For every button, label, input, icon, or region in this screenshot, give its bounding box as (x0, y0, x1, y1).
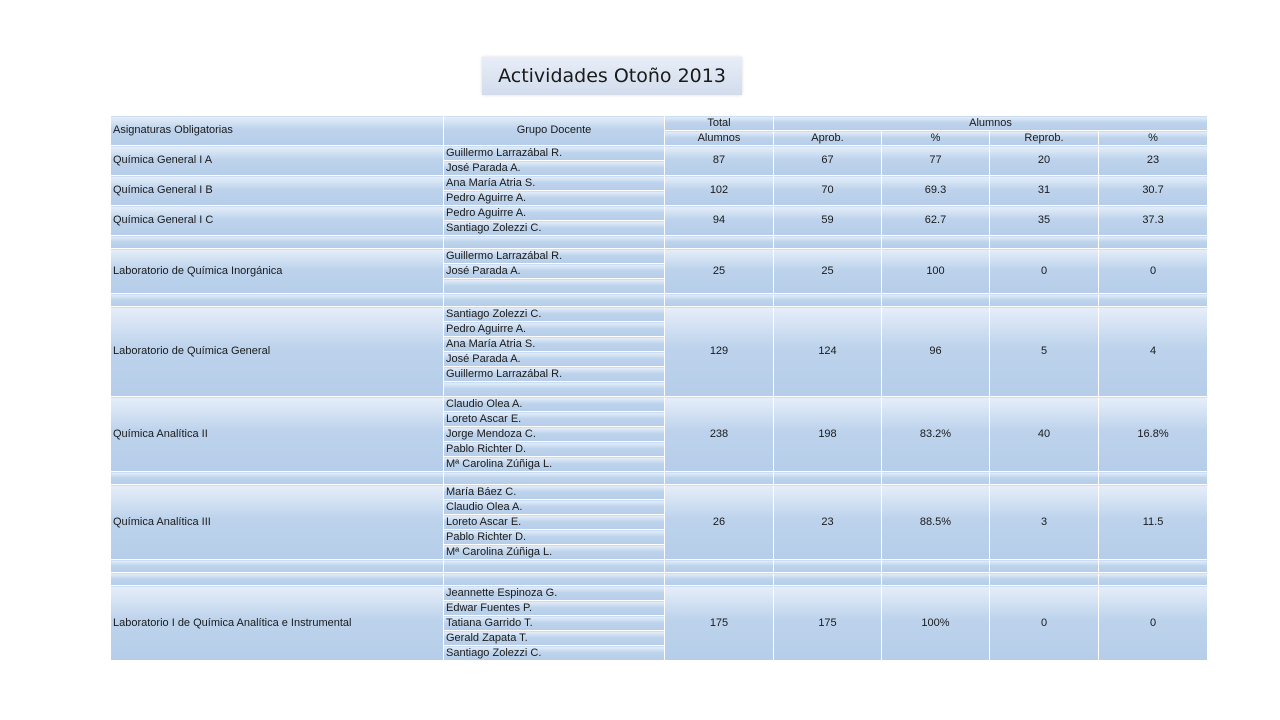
teacher-name: José Parada A. (444, 264, 665, 279)
teacher-name: Tatiana Garrido T. (444, 616, 665, 631)
table-row (111, 485, 1208, 500)
teacher-name: Pedro Aguirre A. (444, 191, 665, 206)
pct-reprobados: 16.8% (1099, 397, 1208, 472)
table-row (111, 206, 1208, 221)
table-row (111, 249, 1208, 264)
teacher-name (444, 279, 665, 294)
total-alumnos: 25 (665, 249, 774, 294)
empty-cell (882, 236, 990, 249)
pct-aprobados: 88.5% (882, 485, 990, 560)
empty-cell (111, 573, 444, 586)
reprobados: 3 (990, 485, 1099, 560)
course-name: Química Analítica III (111, 485, 444, 560)
aprobados: 70 (774, 176, 882, 206)
header-row (111, 116, 1208, 131)
courses-table (110, 115, 1208, 661)
empty-cell (882, 294, 990, 307)
empty-cell (774, 236, 882, 249)
empty-cell (665, 560, 774, 573)
total-alumnos: 87 (665, 146, 774, 176)
teacher-name: Guillermo Larrazábal R. (444, 367, 665, 382)
empty-cell (1099, 236, 1208, 249)
empty-cell (444, 560, 665, 573)
course-name: Laboratorio de Química General (111, 307, 444, 397)
pct-aprobados: 77 (882, 146, 990, 176)
empty-cell (444, 573, 665, 586)
teacher-name (444, 382, 665, 397)
table-row (111, 176, 1208, 191)
teacher-name: Jeannette Espinoza G. (444, 586, 665, 601)
aprobados: 175 (774, 586, 882, 661)
total-alumnos: 26 (665, 485, 774, 560)
empty-cell (111, 236, 444, 249)
empty-cell (444, 294, 665, 307)
spacer-row (111, 294, 1208, 307)
teacher-name: Ana María Atria S. (444, 176, 665, 191)
header-alumnos-group: Alumnos (774, 116, 1208, 131)
course-name: Laboratorio de Química Inorgánica (111, 249, 444, 294)
aprobados: 25 (774, 249, 882, 294)
empty-cell (111, 560, 444, 573)
reprobados: 5 (990, 307, 1099, 397)
header-asignaturas: Asignaturas Obligatorias (111, 116, 444, 146)
teacher-name: Loreto Ascar E. (444, 515, 665, 530)
teacher-name: Jorge Mendoza C. (444, 427, 665, 442)
empty-cell (444, 236, 665, 249)
teacher-name: Loreto Ascar E. (444, 412, 665, 427)
teacher-name: Mª Carolina Zúñiga L. (444, 545, 665, 560)
table-row (111, 397, 1208, 412)
teacher-name: Pablo Richter D. (444, 530, 665, 545)
table-row (111, 586, 1208, 601)
course-name: Química General I C (111, 206, 444, 236)
aprobados: 198 (774, 397, 882, 472)
empty-cell (665, 573, 774, 586)
course-name: Laboratorio I de Química Analítica e Instrumental (111, 586, 444, 661)
pct-aprobados: 69.3 (882, 176, 990, 206)
teacher-name: Santiago Zolezzi C. (444, 307, 665, 322)
teacher-name: Pedro Aguirre A. (444, 206, 665, 221)
empty-cell (882, 573, 990, 586)
table-row (111, 146, 1208, 161)
header-pct-aprob: % (882, 131, 990, 146)
pct-reprobados: 0 (1099, 586, 1208, 661)
pct-reprobados: 4 (1099, 307, 1208, 397)
page-title: Actividades Otoño 2013 (482, 57, 742, 95)
teacher-name: Claudio Olea A. (444, 397, 665, 412)
reprobados: 40 (990, 397, 1099, 472)
spacer-row (111, 560, 1208, 573)
teacher-name: José Parada A. (444, 161, 665, 176)
course-name: Química General I A (111, 146, 444, 176)
header-aprob: Aprob. (774, 131, 882, 146)
teacher-name: Gerald Zapata T. (444, 631, 665, 646)
reprobados: 31 (990, 176, 1099, 206)
header-total: Total (665, 116, 774, 131)
pct-reprobados: 11.5 (1099, 485, 1208, 560)
aprobados: 124 (774, 307, 882, 397)
pct-reprobados: 37.3 (1099, 206, 1208, 236)
empty-cell (444, 472, 665, 485)
empty-cell (774, 560, 882, 573)
reprobados: 20 (990, 146, 1099, 176)
teacher-name: Santiago Zolezzi C. (444, 221, 665, 236)
aprobados: 23 (774, 485, 882, 560)
pct-aprobados: 62.7 (882, 206, 990, 236)
teacher-name: María Báez C. (444, 485, 665, 500)
pct-aprobados: 83.2% (882, 397, 990, 472)
teacher-name: José Parada A. (444, 352, 665, 367)
header-alumnos: Alumnos (665, 131, 774, 146)
empty-cell (990, 472, 1099, 485)
empty-cell (990, 294, 1099, 307)
pct-reprobados: 0 (1099, 249, 1208, 294)
pct-reprobados: 23 (1099, 146, 1208, 176)
empty-cell (665, 294, 774, 307)
teacher-name: Claudio Olea A. (444, 500, 665, 515)
total-alumnos: 175 (665, 586, 774, 661)
pct-aprobados: 96 (882, 307, 990, 397)
empty-cell (990, 573, 1099, 586)
empty-cell (111, 294, 444, 307)
empty-cell (111, 472, 444, 485)
empty-cell (665, 472, 774, 485)
spacer-row (111, 236, 1208, 249)
header-pct-reprob: % (1099, 131, 1208, 146)
empty-cell (665, 236, 774, 249)
pct-aprobados: 100 (882, 249, 990, 294)
aprobados: 67 (774, 146, 882, 176)
aprobados: 59 (774, 206, 882, 236)
total-alumnos: 102 (665, 176, 774, 206)
empty-cell (1099, 294, 1208, 307)
empty-cell (774, 472, 882, 485)
empty-cell (990, 236, 1099, 249)
empty-cell (774, 573, 882, 586)
spacer-row (111, 573, 1208, 586)
header-grupo-docente: Grupo Docente (444, 116, 665, 146)
course-name: Química General I B (111, 176, 444, 206)
total-alumnos: 238 (665, 397, 774, 472)
reprobados: 0 (990, 249, 1099, 294)
empty-cell (990, 560, 1099, 573)
teacher-name: Guillermo Larrazábal R. (444, 146, 665, 161)
pct-reprobados: 30.7 (1099, 176, 1208, 206)
pct-aprobados: 100% (882, 586, 990, 661)
teacher-name: Edwar Fuentes P. (444, 601, 665, 616)
teacher-name: Pablo Richter D. (444, 442, 665, 457)
empty-cell (1099, 472, 1208, 485)
teacher-name: Mª Carolina Zúñiga L. (444, 457, 665, 472)
empty-cell (882, 472, 990, 485)
spacer-row (111, 472, 1208, 485)
total-alumnos: 94 (665, 206, 774, 236)
teacher-name: Guillermo Larrazábal R. (444, 249, 665, 264)
teacher-name: Pedro Aguirre A. (444, 322, 665, 337)
table-row (111, 307, 1208, 322)
reprobados: 0 (990, 586, 1099, 661)
header-reprob: Reprob. (990, 131, 1099, 146)
reprobados: 35 (990, 206, 1099, 236)
empty-cell (1099, 560, 1208, 573)
empty-cell (882, 560, 990, 573)
empty-cell (774, 294, 882, 307)
teacher-name: Santiago Zolezzi C. (444, 646, 665, 661)
course-name: Química Analítica II (111, 397, 444, 472)
teacher-name: Ana María Atria S. (444, 337, 665, 352)
total-alumnos: 129 (665, 307, 774, 397)
empty-cell (1099, 573, 1208, 586)
